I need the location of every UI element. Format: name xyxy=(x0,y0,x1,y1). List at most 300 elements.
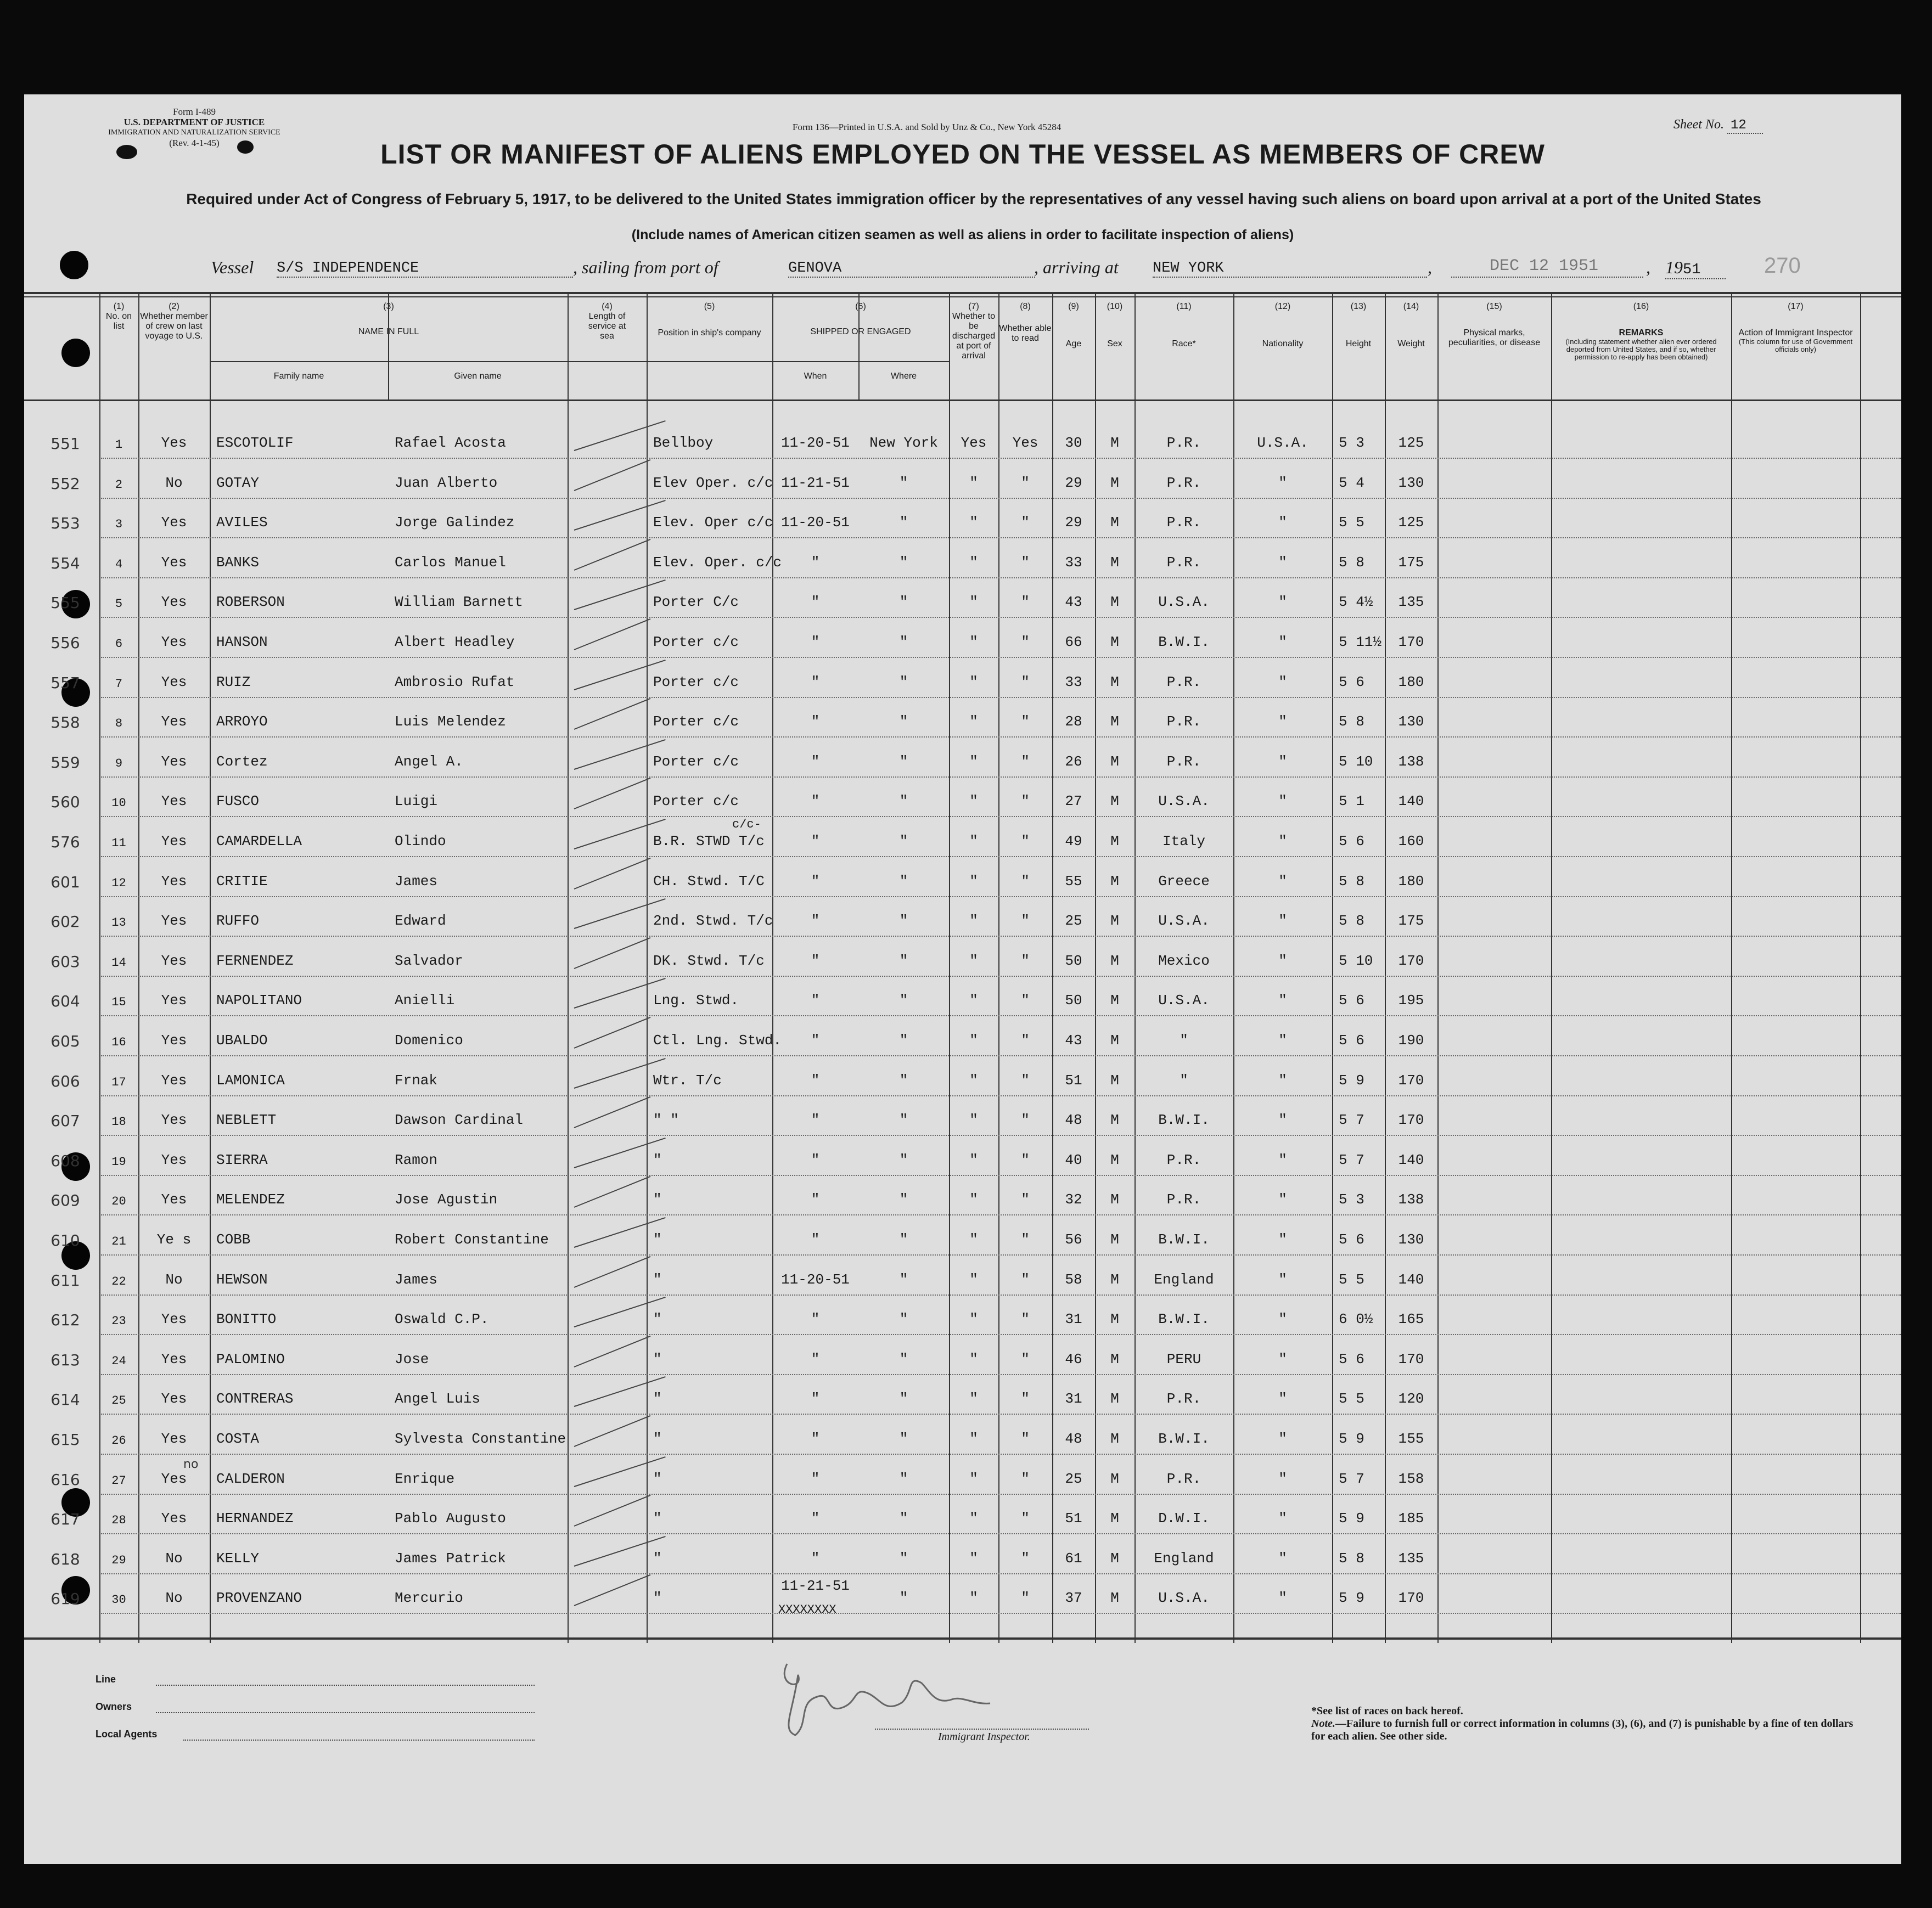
department-name: U.S. DEPARTMENT OF JUSTICE xyxy=(123,117,265,127)
year-value: 51 xyxy=(1683,262,1701,278)
cell-age: 50 xyxy=(1065,952,1082,969)
cell-ref: 603 xyxy=(50,952,80,971)
cell-ref: 608 xyxy=(50,1151,80,1170)
cell-ref: 605 xyxy=(50,1032,80,1050)
cell-weight: 130 xyxy=(1398,1231,1424,1248)
cell-disch: " xyxy=(969,554,978,571)
cell-read: " xyxy=(1021,1311,1030,1328)
cell-read: Yes xyxy=(1012,435,1038,451)
cell-disch: " xyxy=(969,1112,978,1129)
cell-last: Yes xyxy=(161,594,187,611)
cell-family: ROBERSON xyxy=(216,594,285,611)
cell-no: 6 xyxy=(115,637,123,651)
arriving-label: , arriving at xyxy=(1034,257,1119,277)
cell-ref: 555 xyxy=(50,594,80,612)
cell-disch: " xyxy=(969,634,978,650)
cell-when: " xyxy=(811,1431,820,1447)
cell-age: 48 xyxy=(1065,1112,1082,1129)
cell-sex: M xyxy=(1110,992,1119,1009)
cell-height: 5 8 xyxy=(1339,913,1364,930)
cell-no: 15 xyxy=(111,995,126,1010)
cell-nat: " xyxy=(1278,634,1287,650)
cell-when: " xyxy=(811,1311,820,1328)
cell-ref: 609 xyxy=(50,1191,80,1210)
cell-sex: M xyxy=(1110,1151,1119,1168)
cell-nat: " xyxy=(1278,1271,1287,1288)
cell-last: Yes xyxy=(161,793,187,810)
cell-no: 24 xyxy=(111,1354,126,1368)
cell-position: Porter c/c xyxy=(653,673,739,690)
row-rule xyxy=(101,1334,1901,1336)
cell-when: 11-21-51 xyxy=(781,474,850,491)
cell-ref: 611 xyxy=(50,1271,80,1290)
header-no: (1) No. on list xyxy=(105,302,132,331)
cell-nat: " xyxy=(1278,873,1287,890)
cell-where: " xyxy=(899,992,908,1009)
cell-sex: M xyxy=(1110,1550,1119,1567)
cell-last: Yes xyxy=(161,1311,187,1328)
cell-family: ARROYO xyxy=(216,713,268,730)
cell-when: " xyxy=(811,833,820,849)
cell-sex: M xyxy=(1110,713,1119,730)
cell-family: SIERRA xyxy=(216,1151,268,1168)
cell-weight: 125 xyxy=(1398,435,1424,451)
cell-last: Yes xyxy=(161,1112,187,1129)
line-label: Line xyxy=(96,1674,116,1685)
row-rule xyxy=(101,1613,1901,1614)
row-rule xyxy=(101,1135,1901,1136)
cell-weight: 170 xyxy=(1398,634,1424,650)
cell-family: CALDERON xyxy=(216,1470,285,1487)
cell-family: FUSCO xyxy=(216,793,260,810)
cell-race: D.W.I. xyxy=(1158,1510,1210,1527)
cell-where: " xyxy=(899,1151,908,1168)
cell-position: Porter c/c xyxy=(653,634,739,650)
cell-given: Mercurio xyxy=(395,1590,463,1607)
cell-disch: " xyxy=(969,1391,978,1408)
cell-position: " xyxy=(653,1470,662,1487)
cell-nat: " xyxy=(1278,1112,1287,1129)
cell-weight: 140 xyxy=(1398,1271,1424,1288)
cell-race: U.S.A. xyxy=(1158,1590,1210,1607)
cell-height: 5 8 xyxy=(1339,554,1364,571)
cell-family: COBB xyxy=(216,1231,251,1248)
cell-race: P.R. xyxy=(1166,1151,1201,1168)
cell-nat: " xyxy=(1278,1391,1287,1408)
row-rule xyxy=(101,1055,1901,1057)
cell-weight: 130 xyxy=(1398,713,1424,730)
cell-age: 25 xyxy=(1065,1470,1082,1487)
header-race: (11) Race* xyxy=(1172,302,1196,348)
owners-label: Owners xyxy=(96,1701,132,1712)
cell-where: " xyxy=(899,713,908,730)
cell-nat: " xyxy=(1278,1311,1287,1328)
cell-ref: 613 xyxy=(50,1350,80,1369)
cell-given: Carlos Manuel xyxy=(395,554,506,571)
cell-when: " xyxy=(811,1151,820,1168)
cell-race: U.S.A. xyxy=(1158,594,1210,611)
cell-position: 2nd. Stwd. T/c xyxy=(653,913,773,930)
cell-sex: M xyxy=(1110,435,1119,451)
line-field xyxy=(156,1685,535,1686)
header-height: (13) Height xyxy=(1345,302,1372,348)
cell-given: Jose Agustin xyxy=(395,1191,498,1208)
arrival-port: NEW YORK xyxy=(1153,260,1427,278)
cell-race: B.W.I. xyxy=(1158,1112,1210,1129)
cell-ref: 551 xyxy=(50,435,80,453)
cell-family: HANSON xyxy=(216,634,268,650)
row-rule xyxy=(101,816,1901,818)
header-inspector-action: (17) Action of Immigrant Inspector (This column for use of Government officials only) xyxy=(1738,302,1853,353)
cell-where: " xyxy=(899,1271,908,1288)
cell-ref: 554 xyxy=(50,554,80,572)
cell-no: 25 xyxy=(111,1394,126,1408)
cell-nat: " xyxy=(1278,1550,1287,1567)
cell-last: Yes xyxy=(161,833,187,849)
cell-height: 5 9 xyxy=(1339,1072,1364,1089)
cell-age: 33 xyxy=(1065,673,1082,690)
cell-sex: M xyxy=(1110,1350,1119,1367)
cell-disch: " xyxy=(969,1431,978,1447)
cell-height: 5 6 xyxy=(1339,1350,1364,1367)
cell-when: " xyxy=(811,1231,820,1248)
cell-no: 21 xyxy=(111,1235,126,1248)
cell-nat: " xyxy=(1278,713,1287,730)
cell-disch: " xyxy=(969,873,978,890)
service-name: IMMIGRATION AND NATURALIZATION SERVICE xyxy=(108,128,280,137)
cell-nat: " xyxy=(1278,753,1287,770)
cell-family: HERNANDEZ xyxy=(216,1510,294,1527)
cell-family: PROVENZANO xyxy=(216,1590,302,1607)
cell-read: " xyxy=(1021,594,1030,611)
cell-read: " xyxy=(1021,833,1030,849)
cell-given: Enrique xyxy=(395,1470,455,1487)
agents-label: Local Agents xyxy=(96,1729,158,1740)
cell-no: 7 xyxy=(115,677,123,691)
owners-field xyxy=(156,1712,535,1713)
cell-no: 1 xyxy=(115,438,123,452)
cell-when: " xyxy=(811,1350,820,1367)
cell-age: 56 xyxy=(1065,1231,1082,1248)
cell-when: " xyxy=(811,753,820,770)
header-given-name: Given name xyxy=(454,372,502,381)
sheet-label: Sheet No. xyxy=(1673,117,1724,132)
cell-given: Frnak xyxy=(395,1072,438,1089)
cell-ref: 601 xyxy=(50,873,80,891)
vessel-name: S/S INDEPENDENCE xyxy=(277,260,573,278)
cell-disch: " xyxy=(969,1191,978,1208)
cell-last: Yes xyxy=(161,873,187,890)
cell-last: No xyxy=(165,1550,183,1567)
cell-weight: 180 xyxy=(1398,873,1424,890)
cell-disch: " xyxy=(969,793,978,810)
cell-weight: 135 xyxy=(1398,1550,1424,1567)
cell-disch: " xyxy=(969,673,978,690)
cell-height: 5 5 xyxy=(1339,514,1364,531)
cell-position: " xyxy=(653,1151,662,1168)
cell-nat: " xyxy=(1278,952,1287,969)
cell-position: Porter c/c xyxy=(653,713,739,730)
header-length-service: (4) Length of service at sea xyxy=(588,302,626,341)
header-shipped-engaged: (6) SHIPPED OR ENGAGED xyxy=(810,302,911,336)
cell-sex: M xyxy=(1110,1470,1119,1487)
cell-where: " xyxy=(899,1231,908,1248)
row-rule xyxy=(101,1533,1901,1535)
vessel-label: Vessel xyxy=(211,257,254,277)
cell-disch: " xyxy=(969,1510,978,1527)
cell-race: P.R. xyxy=(1166,554,1201,571)
page-title: LIST OR MANIFEST OF ALIENS EMPLOYED ON THE VESSEL AS MEMBERS OF CREW xyxy=(380,139,1545,170)
row-rule xyxy=(101,498,1901,499)
cell-height: 5 10 xyxy=(1339,753,1373,770)
cell-last: Yes xyxy=(161,992,187,1009)
cell-race: P.R. xyxy=(1166,514,1201,531)
cell-where: " xyxy=(899,1112,908,1129)
cell-race: P.R. xyxy=(1166,753,1201,770)
cell-last: Yes xyxy=(161,1032,187,1049)
cell-position: " " xyxy=(653,1112,679,1129)
cell-last: Ye s xyxy=(156,1231,192,1248)
punch-hole xyxy=(60,251,88,279)
cell-nat: " xyxy=(1278,1032,1287,1049)
cell-read: " xyxy=(1021,1550,1030,1567)
row-rule xyxy=(101,1214,1901,1216)
cell-age: 37 xyxy=(1065,1590,1082,1607)
cell-when: " xyxy=(811,1072,820,1089)
cell-last: Yes xyxy=(161,1151,187,1168)
departure-port: GENOVA xyxy=(788,260,1035,278)
cell-height: 5 3 xyxy=(1339,1191,1364,1208)
cell-given: Angel A. xyxy=(395,753,463,770)
cell-sex: M xyxy=(1110,634,1119,650)
cell-nat: " xyxy=(1278,1072,1287,1089)
header-name: (3) NAME IN FULL xyxy=(358,302,419,336)
cell-race: P.R. xyxy=(1166,713,1201,730)
row-rule xyxy=(101,1175,1901,1177)
cell-when: 11-21-51 xyxy=(781,1578,850,1595)
cell-family: CONTRERAS xyxy=(216,1391,294,1408)
cell-position: Elev Oper. c/c xyxy=(653,474,773,491)
cell-age: 29 xyxy=(1065,514,1082,531)
cell-last: Yes xyxy=(161,1470,187,1487)
cell-nat: " xyxy=(1278,1151,1287,1168)
date-field xyxy=(1451,257,1643,278)
cell-sex: M xyxy=(1110,753,1119,770)
cell-age: 25 xyxy=(1065,913,1082,930)
cell-where: " xyxy=(899,1550,908,1567)
row-rule xyxy=(101,896,1901,898)
cell-disch: " xyxy=(969,753,978,770)
cell-sex: M xyxy=(1110,1510,1119,1527)
cell-position: Wtr. T/c xyxy=(653,1072,722,1089)
cell-given: Pablo Augusto xyxy=(395,1510,506,1527)
cell-weight: 165 xyxy=(1398,1311,1424,1328)
cell-last: Yes xyxy=(161,952,187,969)
cell-disch: " xyxy=(969,594,978,611)
row-rule xyxy=(101,537,1901,539)
cell-ref: 552 xyxy=(50,474,80,493)
cell-height: 5 5 xyxy=(1339,1391,1364,1408)
cell-ref: 576 xyxy=(50,833,80,851)
cell-no: 10 xyxy=(111,796,126,811)
cell-sex: M xyxy=(1110,673,1119,690)
cell-where: " xyxy=(899,1590,908,1607)
cell-when: " xyxy=(811,793,820,810)
cell-position: " xyxy=(653,1191,662,1208)
cell-nat: " xyxy=(1278,1231,1287,1248)
cell-disch: " xyxy=(969,913,978,930)
cell-read: " xyxy=(1021,1350,1030,1367)
cell-when: 11-20-51 xyxy=(781,1271,850,1288)
agents-field xyxy=(183,1740,535,1741)
header-remarks: (16) REMARKS (Including statement whether alien ever ordered deported from United States, and if so, whether permission to re-apply has been obtained) xyxy=(1565,302,1717,361)
cell-ref: 604 xyxy=(50,992,80,1011)
row-rule xyxy=(101,1254,1901,1256)
cell-weight: 195 xyxy=(1398,992,1424,1009)
cell-nat: " xyxy=(1278,1470,1287,1487)
cell-family: KELLY xyxy=(216,1550,260,1567)
cell-read: " xyxy=(1021,873,1030,890)
cell-disch: " xyxy=(969,1032,978,1049)
cell-family: UBALDO xyxy=(216,1032,268,1049)
cell-where: " xyxy=(899,514,908,531)
cell-last: No xyxy=(165,1271,183,1288)
cell-race: PERU xyxy=(1166,1350,1201,1367)
cell-age: 43 xyxy=(1065,594,1082,611)
cell-sex: M xyxy=(1110,514,1119,531)
cell-sex: M xyxy=(1110,1311,1119,1328)
cell-height: 5 6 xyxy=(1339,1032,1364,1049)
cell-ref: 556 xyxy=(50,634,80,652)
cell-sex: M xyxy=(1110,952,1119,969)
cell-family: AVILES xyxy=(216,514,268,531)
sheet-value: 12 xyxy=(1727,118,1763,134)
cell-disch: " xyxy=(969,474,978,491)
cell-age: 61 xyxy=(1065,1550,1082,1567)
cell-given: Robert Constantine xyxy=(395,1231,549,1248)
cell-read: " xyxy=(1021,554,1030,571)
cell-ref: 558 xyxy=(50,713,80,732)
cell-read: " xyxy=(1021,1431,1030,1447)
cell-height: 5 6 xyxy=(1339,833,1364,849)
cell-read: " xyxy=(1021,713,1030,730)
cell-height: 5 7 xyxy=(1339,1112,1364,1129)
cell-sex: M xyxy=(1110,1271,1119,1288)
cell-weight: 125 xyxy=(1398,514,1424,531)
cell-when: " xyxy=(811,992,820,1009)
cell-where: " xyxy=(899,1311,908,1328)
cell-race: U.S.A. xyxy=(1158,793,1210,810)
cell-race: Mexico xyxy=(1158,952,1210,969)
cell-race: P.R. xyxy=(1166,1391,1201,1408)
last-voyage-note: no xyxy=(183,1457,199,1471)
cell-no: 18 xyxy=(111,1115,126,1129)
cell-nat: U.S.A. xyxy=(1257,435,1308,451)
cell-height: 6 0½ xyxy=(1339,1311,1373,1328)
requirement-text: Required under Act of Congress of February 5, 1917, to be delivered to the United States immigration officer by the representatives of any vessel having such aliens on board upon arrival at a port of the United States xyxy=(186,190,1761,207)
cell-when: 11-20-51 xyxy=(781,435,850,451)
cell-no: 20 xyxy=(111,1195,126,1209)
cell-no: 23 xyxy=(111,1314,126,1329)
header-where: Where xyxy=(890,372,917,381)
cell-sex: M xyxy=(1110,1032,1119,1049)
cell-where: " xyxy=(899,1191,908,1208)
cell-where: " xyxy=(899,1072,908,1089)
cell-when: " xyxy=(811,673,820,690)
cell-family: RUIZ xyxy=(216,673,251,690)
year-field xyxy=(1665,257,1726,279)
cell-last: No xyxy=(165,1590,183,1607)
when-strikeout: XXXXXXXX xyxy=(778,1603,836,1617)
cell-position: Porter c/c xyxy=(653,793,739,810)
cell-weight: 170 xyxy=(1398,1112,1424,1129)
cell-nat: " xyxy=(1278,594,1287,611)
cell-nat: " xyxy=(1278,992,1287,1009)
cell-race: Greece xyxy=(1158,873,1210,890)
inspector-signature-line xyxy=(875,1729,1089,1730)
cell-sex: M xyxy=(1110,873,1119,890)
cell-ref: 602 xyxy=(50,913,80,931)
cell-where: " xyxy=(899,873,908,890)
cell-no: 16 xyxy=(111,1035,126,1049)
cell-given: James xyxy=(395,1271,438,1288)
cell-family: Cortez xyxy=(216,753,268,770)
row-rule xyxy=(101,1015,1901,1017)
cell-age: 40 xyxy=(1065,1151,1082,1168)
row-rule xyxy=(101,697,1901,699)
cell-given: Juan Alberto xyxy=(395,474,498,491)
note-text: —Failure to furnish full or correct information in columns (3), (6), and (7) is punishable by a fine of ten dollars for each alien. See other side. xyxy=(1311,1718,1854,1742)
cell-where: " xyxy=(899,1431,908,1447)
cell-race: U.S.A. xyxy=(1158,913,1210,930)
cell-no: 27 xyxy=(111,1473,126,1488)
cell-position: " xyxy=(653,1350,662,1367)
cell-read: " xyxy=(1021,474,1030,491)
cell-where: " xyxy=(899,1391,908,1408)
cell-when: " xyxy=(811,952,820,969)
cell-ref: 617 xyxy=(50,1510,80,1529)
cell-disch: " xyxy=(969,1470,978,1487)
cell-disch: " xyxy=(969,1072,978,1089)
cell-last: Yes xyxy=(161,1431,187,1447)
cell-when: " xyxy=(811,1032,820,1049)
cell-ref: 615 xyxy=(50,1431,80,1449)
cell-where: " xyxy=(899,673,908,690)
cell-last: Yes xyxy=(161,1510,187,1527)
cell-sex: M xyxy=(1110,793,1119,810)
cell-position: " xyxy=(653,1550,662,1567)
cell-family: GOTAY xyxy=(216,474,260,491)
header-physical-marks: (15) Physical marks, peculiarities, or disease xyxy=(1448,302,1541,347)
cell-sex: M xyxy=(1110,1590,1119,1607)
crew-manifest-table xyxy=(24,292,1901,1643)
cell-position: Porter c/c xyxy=(653,753,739,770)
cell-height: 5 8 xyxy=(1339,1550,1364,1567)
cell-no: 11 xyxy=(111,836,126,850)
cell-when: " xyxy=(811,634,820,650)
manifest-sheet: Form I-489 U.S. DEPARTMENT OF JUSTICE IMMIGRATION AND NATURALIZATION SERVICE (Rev. 4-1-45) Form 136—Printed in U.S.A. and Sold by Unz & Co., New York 45284 Sheet No. 12 LIST OR MANIFEST OF ALIENS EMPLOYED ON THE VESSEL AS MEMBERS OF CREW Required under Act of Congress of February 5, 1917, to be delivered to the United States immigration officer by the representatives of any vessel having such aliens on board upon arrival at a port of the United States (Include names of American citizen seamen as well as aliens in order to facilitate inspection of aliens) Vessel S/S INDEPENDENCE , sailing from port of GENOVA , arriving at NEW YORK , DEC 12 1951 , 1951 270 (1) No. on list (2) Whether member of crew on last voyage to U.S. (3) NAME IN FULL Family name Given name (4) Length of service at sea (5) Position in ship's company (6) SHIPPED OR ENGAGED When Where (7) Whether to be discharged at port of arrival (8) Whether able to read (9) Age (10) Sex (11) Race* (12) Nationality (13) Height (14) Weight (15) Physical marks, peculiarities, or disease (16) REMARKS (Including statement whether alien ever ordered deported from United States, and if so, whether permission to re-apply has been obtained) (17) Action of Immigrant Inspector (This column for use of Government officials only) 551 1 Yes ESCOTOLIF Rafael Acosta Bellboy 11-20-51 New York Yes Yes 30 M P.R. U.S.A. 5 3 125 552 2 No GOTAY Juan Alberto Elev Oper. c/c 11-21-51 " " " 29 M P.R. " 5 4 130 553 3 Yes AVILES Jorge Galindez Elev. Oper c/c 11-20-51 " " " 29 M P.R. " 5 5 125 554 4 Yes BANKS Carlos Manuel Elev. Oper. c/c " " " " 33 M P.R. " 5 8 175 555 5 Yes ROBERSON William Barnett Porter C/c " " " " 43 M U.S.A. " 5 4½ 135 556 6 Yes HANSON Albert Headley Porter c/c " " " " 66 M B.W.I. " 5 11½ 170 557 7 Yes RUIZ Ambrosio Rufat Porter c/c " " " " 33 M P.R. " 5 6 180 558 8 Yes ARROYO Luis Melendez Porter c/c " " " " 28 M P.R. " 5 8 130 559 9 Yes Cortez Angel A. Porter c/c " " " " 26 M P.R. " 5 10 138 560 10 Yes FUSCO Luigi Porter c/c " " " " 27 M U.S.A. " 5 1 140 576 11 Yes CAMARDELLA Olindo B.R. STWD T/c " " " " 49 M Italy " 5 6 160 c/c- 601 12 Yes CRITIE James CH. Stwd. T/C " " " " 55 M Greece " 5 8 180 602 13 Yes RUFFO Edward 2nd. Stwd. T/c " " " " 25 M U.S.A. " 5 8 175 603 14 Yes FERNENDEZ Salvador DK. Stwd. T/c " " " " 50 M Mexico " 5 10 170 604 15 Yes NAPOLITANO Anielli Lng. Stwd. " " " " 50 M U.S.A. " 5 6 195 605 16 Yes UBALDO Domenico Ctl. Lng. Stwd. " " " " 43 M " " 5 6 190 606 17 Yes LAMONICA Frnak Wtr. T/c " " " " 51 M " " 5 9 170 607 18 Yes NEBLETT Dawson Cardinal " " " " " " 48 M B.W.I. " 5 7 170 608 19 Yes SIERRA Ramon " " " " " 40 M P.R. " 5 7 140 609 20 Yes MELENDEZ Jose Agustin " " " " " 32 M P.R. " 5 3 138 610 21 Ye s COBB Robert Constantine " " " " " 56 M B.W.I. " 5 6 130 611 22 No HEWSON James " 11-20-51 " " " 58 M England " 5 5 140 612 23 Yes BONITTO Oswald C.P. " " " " " 31 M B.W.I. " 6 0½ 165 613 24 Yes PALOMINO Jose " " " " " 46 M PERU " 5 6 170 614 25 Yes CONTRERAS Angel Luis " " " " " 31 M P.R. " 5 5 120 615 26 Yes COSTA Sylvesta Constantine " " " " " 48 M B.W.I. " 5 9 155 616 27 Yes CALDERON Enrique " " " " " 25 M P.R. " 5 7 158 no 617 28 Yes HERNANDEZ Pablo Augusto " " " " " 51 M D.W.I. " 5 9 185 618 29 No KELLY James Patrick " " " " " 61 M England " 5 8 135 619 30 No PROVENZANO Mercurio " 11-21-51 " " " 37 M U.S.A. " 5 9 170 XXXXXXXX Line Owners Local Agents Immigrant Inspector. *See list of races on back hereof. Note.—Failure to furnish full or correct information in columns (3), (6), and (7) is punishable by a fine of ten dollars for each alien. See other side. xyxy=(24,94,1901,1864)
sailing-label: , sailing from port of xyxy=(573,257,718,277)
cell-race: " xyxy=(1180,1072,1188,1089)
cell-height: 5 5 xyxy=(1339,1271,1364,1288)
cell-age: 58 xyxy=(1065,1271,1082,1288)
cell-no: 2 xyxy=(115,477,123,492)
cell-weight: 175 xyxy=(1398,913,1424,930)
cell-age: 66 xyxy=(1065,634,1082,650)
cell-weight: 140 xyxy=(1398,793,1424,810)
row-rule xyxy=(101,1374,1901,1376)
cell-no: 17 xyxy=(111,1075,126,1089)
